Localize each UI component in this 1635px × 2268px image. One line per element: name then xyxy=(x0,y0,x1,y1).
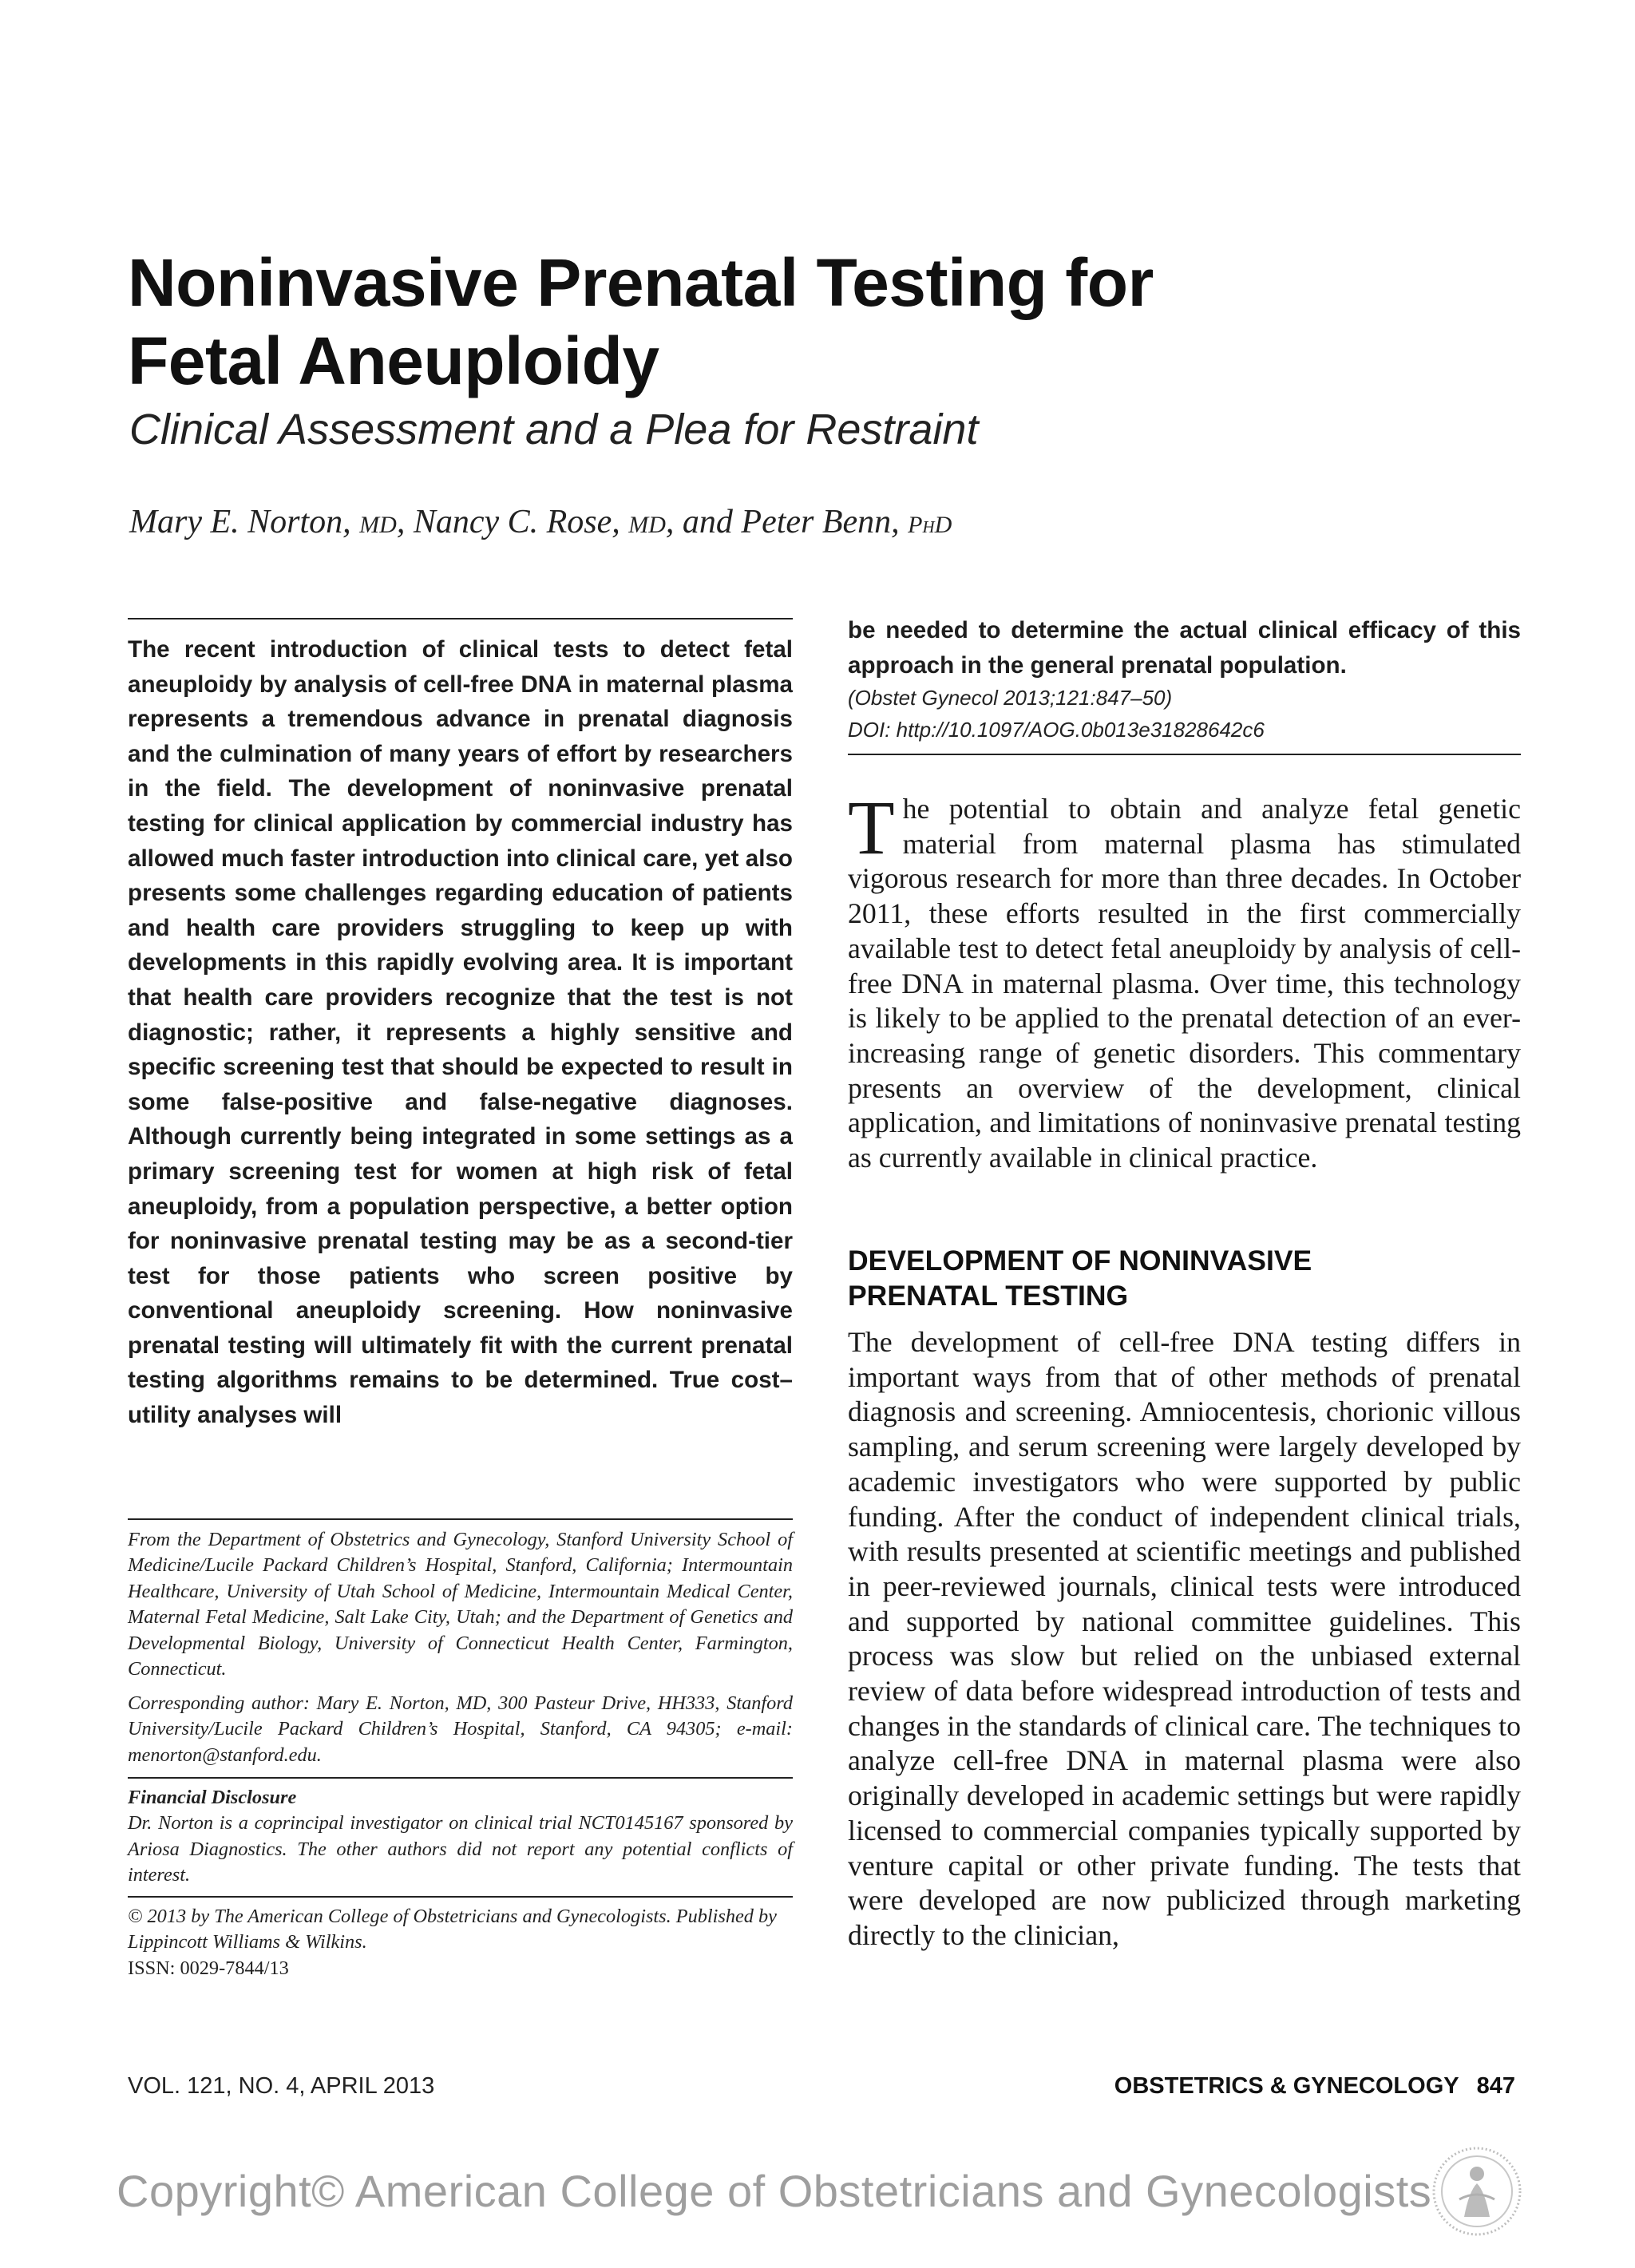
journal-citation: (Obstet Gynecol 2013;121:847–50) xyxy=(848,686,1173,710)
drop-cap: T xyxy=(848,785,895,870)
author-name: Peter Benn, xyxy=(741,504,900,540)
article-subtitle: Clinical Assessment and a Plea for Restraint xyxy=(129,406,979,453)
author-degree: MD xyxy=(628,512,666,538)
disclosure-title: Financial Disclosure xyxy=(128,1787,297,1808)
author-list xyxy=(129,503,1247,541)
title-line-1: Noninvasive Prenatal Testing for xyxy=(128,245,1154,320)
disclosure-rule xyxy=(128,1777,793,1779)
intro-paragraph xyxy=(848,785,1521,1176)
author-separator: , xyxy=(396,504,414,540)
author-degree: PhD xyxy=(908,512,952,538)
abstract-bottom-rule xyxy=(848,754,1521,755)
author-degree: MD xyxy=(359,512,397,538)
title-line-2: Fetal Aneuploidy xyxy=(128,323,659,398)
issn-text: ISSN: 0029-7844/13 xyxy=(128,1957,289,1979)
section-body-text: The development of cell-free DNA testing differs in important ways from that of other methods of prenatal diagnosis and screening. Amniocentesis, chorionic villous sampling, and serum screening were largely developed by academic investigators who were supported by public funding. After the conduct of independent clinical trials, with results presented at scientific meetings and published in peer-reviewed journals, clinical tests were introduced and supported by national committee guidelines. This process was slow but relied on the unbiased external review of data before widespread introduction of tests and changes in the standards of clinical care. The techniques to analyze cell-free DNA in maternal plasma were also originally developed in academic settings but were rapidly licensed to commercial companies typically supported by venture capital or other private funding. The tests that were developed are now publicized through marketing directly to the clinician, xyxy=(848,1326,1521,1951)
financial-disclosure xyxy=(128,1785,793,1889)
author-name: Mary E. Norton, xyxy=(129,504,351,540)
abstract-top-rule xyxy=(128,618,793,619)
author-separator: , and xyxy=(665,504,742,540)
page-number: 847 xyxy=(1476,2073,1515,2099)
article-title xyxy=(128,243,1245,400)
copyright-block xyxy=(128,1904,793,1981)
issue-info: VOL. 121, NO. 4, APRIL 2013 xyxy=(128,2073,435,2099)
journal-footer xyxy=(1114,2073,1515,2100)
corresponding-author-note: Corresponding author: Mary E. Norton, MD, 300 Pasteur Drive, HH333, Stanford University/Lucile Packard Children’s Hospital, Stanford, CA 94305; e-mail: menorton@stanford.edu. xyxy=(128,1692,793,1766)
affiliation-note: From the Department of Obstetrics and Gynecology, Stanford University School of Medicine/Lucile Packard Children’s Hospital, Stanford, California; Intermountain Healthcare, University of Utah School of Medicine, Intermountain Medical Center, Maternal Fetal Medicine, Salt Lake City, Utah; and the Department of Genetics and Developmental Biology, University of Connecticut Health Center, Farmington, Connecticut. xyxy=(128,1529,793,1680)
abstract-text-right: be needed to determine the actual clinical efficacy of this approach in the general prenatal population. xyxy=(848,617,1521,679)
abstract-text-left: The recent introduction of clinical tests to detect fetal aneuploidy by analysis of cell-free DNA in maternal plasma represents a tremendous advance in prenatal diagnosis and the culmination of many years of effort by researchers in the field. The development of noninvasive prenatal testing for clinical application by commercial industry has allowed much faster introduction into clinical care, yet also presents some challenges regarding education of patients and health care providers struggling to keep up with developments in this rapidly evolving area. It is important that health care providers recognize that the test is not diagnostic; rather, it represents a highly sensitive and specific screening test that should be expected to result in some false-positive and false-negative diagnoses. Although currently being integrated in some settings as a primary screening test for women at high risk of fetal aneuploidy, from a population perspective, a better option for noninvasive prenatal testing may be as a second-tier test for those patients who screen positive by conventional aneuploidy screening. How noninvasive prenatal testing will ultimately fit with the current prenatal testing algorithms remains to be determined. True cost–utility analyses will xyxy=(128,636,793,1429)
section-heading-line-2: PRENATAL TESTING xyxy=(848,1280,1129,1312)
copyright-watermark: Copyright© American College of Obstetricians and Gynecologists xyxy=(117,2166,1432,2216)
journal-name: OBSTETRICS & GYNECOLOGY xyxy=(1114,2073,1459,2099)
intro-text: he potential to obtain and analyze fetal genetic material from maternal plasma has stimulated vigorous research for more than three decades. In October 2011, these efforts resulted in the first commercially available test to detect fetal aneuploidy by analysis of cell-free DNA in maternal plasma. Over time, this technology is likely to be applied to the prenatal detection of an ever-increasing range of genetic disorders. This commentary presents an overview of the development, clinical application, and limitations of noninvasive prenatal testing as currently available in clinical practice. xyxy=(848,793,1521,1174)
copyright-text: © 2013 by The American College of Obstetricians and Gynecologists. Published by Lippincott Williams & Wilkins. xyxy=(128,1906,777,1953)
doi-link[interactable]: DOI: http://10.1097/AOG.0b013e31828642c6 xyxy=(848,718,1265,742)
copyright-rule xyxy=(128,1896,793,1898)
notes-top-rule xyxy=(128,1518,793,1520)
section-heading-line-1: DEVELOPMENT OF NONINVASIVE xyxy=(848,1245,1312,1276)
college-seal-icon xyxy=(1429,2143,1525,2239)
citation-block xyxy=(848,682,1521,746)
disclosure-text: Dr. Norton is a coprincipal investigator on clinical trial NCT0145167 sponsored by Ariosa Diagnostics. The other authors did not report any potential conflicts of interest. xyxy=(128,1812,793,1886)
section-heading xyxy=(848,1243,1521,1313)
author-name: Nancy C. Rose, xyxy=(413,504,620,540)
